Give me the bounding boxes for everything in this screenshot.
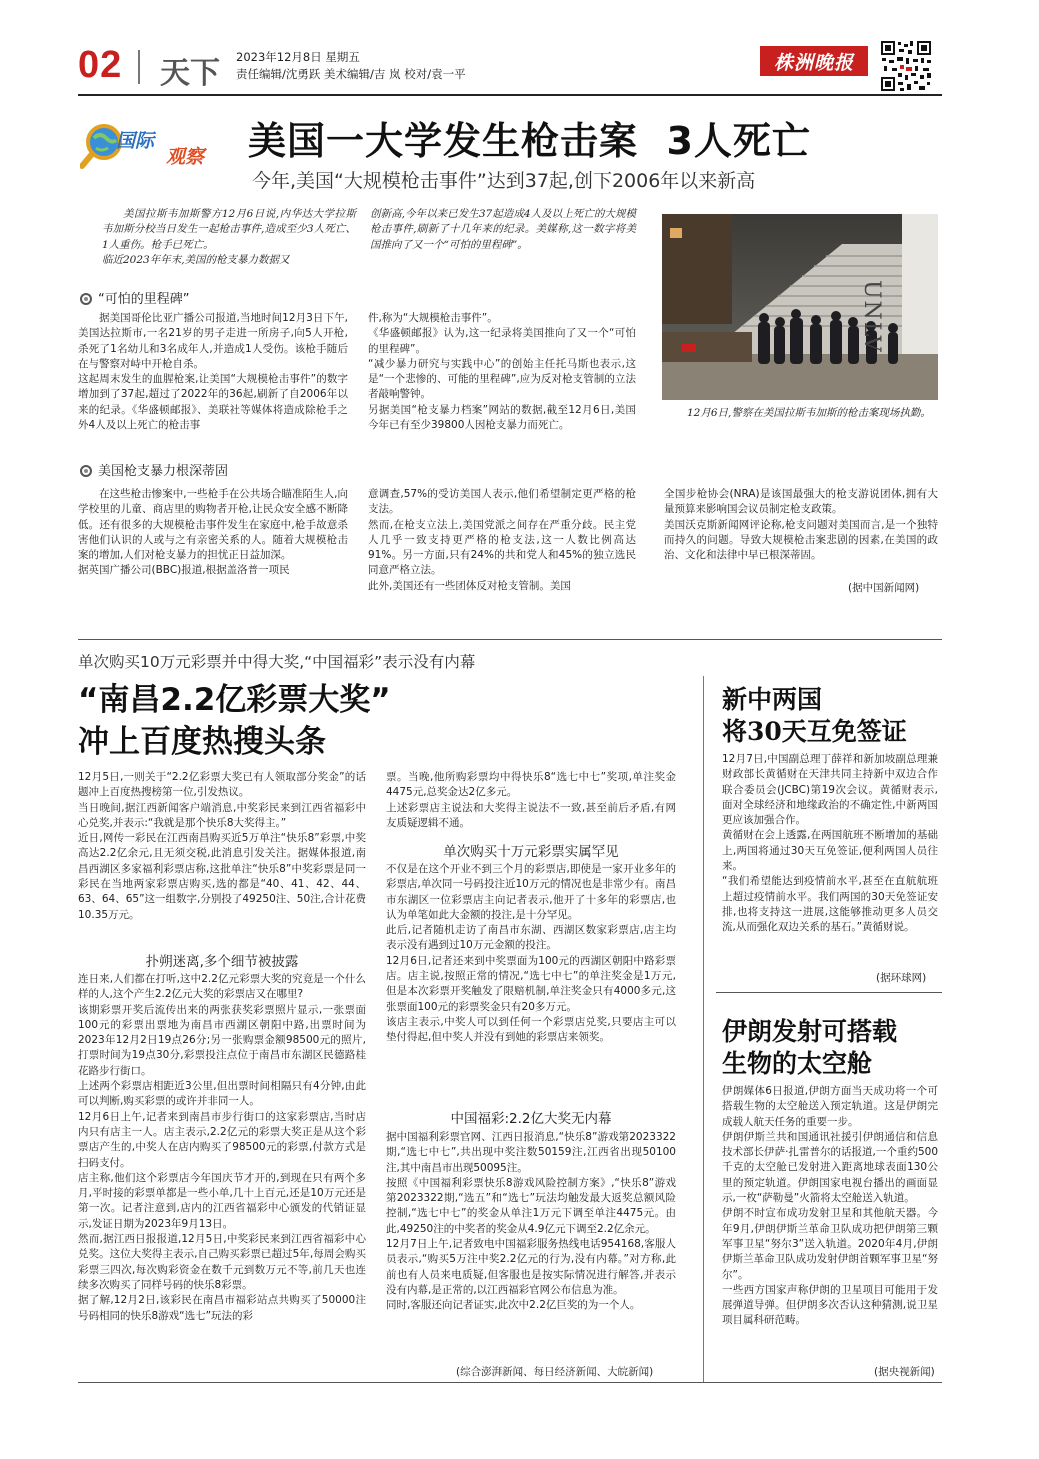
- article1-section1-col2: 件,称为“大规模枪击事件”。 《华盛顿邮报》认为,这一纪录将美国推向了又一个“可怕的里程碑”。 “减少暴力研究与实践中心”的创始主任托马斯也表示,这是“一个悲惨的、可能的里程碑”,应为反对枪支管制的立法者敲响警钟。 另据美国“枪支暴力档案”网站的数据,截至12月6日,美国今年已有至少39800人因枪支暴力而死亡。: [368, 312, 636, 432]
- editors-line: 责任编辑/沈勇跃 美术编辑/吉 岚 校对/袁一平: [236, 67, 466, 81]
- section-title: 美国枪支暴力根深蒂固: [98, 464, 229, 479]
- photo-caption: 12月6日,警察在美国拉斯韦加斯的枪击案现场执勤。: [687, 407, 931, 419]
- article3-headline-line2: 将30天互免签证: [722, 717, 907, 746]
- article2-kicker: 单次购买10万元彩票并中得大奖,“中国福彩”表示没有内幕: [78, 653, 476, 671]
- article2-col2-body2: 据中国福利彩票官网、江西日报消息,“快乐8”游戏第2023322期,“选七中七”,共出现中奖注数50159注,江西省出现50100注,其中南昌市出现50095注。 按照《中国福利彩票快乐8游戏风险控制方案》,“快乐8”游戏第2023322期,“选五”和“选七”玩法均触发最大返奖总额风险控制,“选七中七”的奖金从单注1万元下调至单注4475元。由此,49250注的中奖者的奖金从4.9亿元下调至2.2亿余元。 12月7日上午,记者致电中国福彩服务热线电话954168,客服人员表示,“购买5万注中奖2.2亿元的行为,没有内幕。”对方称,此前也有人员来电质疑,但客服也是按实际情况进行解答,并表示没有内幕,是正常的,以江西福彩官网公布信息为准。 同时,客服还向记者证实,此次中2.2亿巨奖的为一个人。: [386, 1131, 676, 1312]
- date-line: 2023年12月8日 星期五: [236, 50, 360, 64]
- article4-source: (据央视新闻): [874, 1366, 935, 1378]
- article2-headline-line1: “南昌2.2亿彩票大奖”: [78, 682, 391, 718]
- article1-lead-col2: 创新高,今年以来已发生37起造成4人及以上死亡的大规模枪击事件,刷新了十几年来的纪录。美媒称,这一数字将美国推向了又一个“可怕的里程碑”。: [370, 208, 636, 251]
- article3-headline-line1: 新中两国: [722, 685, 823, 714]
- masthead-rule: [78, 94, 942, 96]
- article2-subhead-mystery: 扑朔迷离,多个细节被披露: [145, 954, 299, 970]
- page-bottom-rule: [78, 1382, 942, 1383]
- article1-source: (据中国新闻网): [848, 582, 920, 594]
- section-bullet-icon: [80, 293, 92, 305]
- paper-logo: [760, 46, 868, 76]
- article1-section1-col1: 据美国哥伦比亚广播公司报道,当地时间12月3日下午,美国达拉斯市,一名21岁的男子走进一所房子,向5人开枪,杀死了1名幼儿和3名成年人,并造成1人受伤。该枪手随后在与警察对峙中开枪自杀。 这起周末发生的血腥枪案,让美国“大规模枪击事件”的数字增加到了37起,超过了2022年的36起,刷新了自2006年以来的纪录。《华盛顿邮报》、美联社等媒体将造成除枪手之外4人及以上死亡的枪击事: [78, 312, 348, 432]
- article2-col1-body: 连日来,人们都在打听,这中2.2亿元彩票大奖的究竟是一个什么样的人,这个产生2.2亿元大奖的彩票店又在哪里? 该期彩票开奖后流传出来的两张获奖彩票照片显示,一张票面100元的彩票出票地为南昌市西湖区朝阳中路,出票时间为2023年12月2日19点26分;另一张购票金额98500元的照片,打票时间为19点30分,彩票投注点位于南昌市东湖区民德路桂花路步行街口。 上述两个彩票店相距近3公里,但出票时间相隔只有4分钟,由此可以判断,购买彩票的或许并非同一人。 12月6日上午,记者来到南昌市步行街口的这家彩票店,当时店内只有店主一人。店主表示,2.2亿元的彩票大奖正是从这个彩票店产生的,中奖人在店内购买了98500元的彩票,付款方式是扫码支付。 店主称,他们这个彩票店今年国庆节才开的,到现在只有两个多月,平时接的彩票单都是一些小单,几十上百元,还是10万元还是第一次。记者注意到,店内的江西省福彩中心颁发的代销证显示,发证日期为2023年9月13日。 然而,据江西日报报道,12月5日,中奖彩民来到江西省福彩中心兑奖。这位大奖得主表示,自己购买彩票已超过5年,每周会购买彩票三四次,每次购彩资金在数千元到数万元不等,前几天也连续多次购买了同样号码的快乐8彩票。 据了解,12月2日,该彩民在南昌市福彩站点共购买了50000注号码相同的快乐8游戏“选七”玩法的彩: [78, 973, 366, 1322]
- article4-headline-line1: 伊朗发射可搭载: [722, 1017, 898, 1046]
- article4-headline-line2: 生物的太空舱: [722, 1049, 873, 1078]
- article1-section2-col3: 全国步枪协会(NRA)是该国最强大的枪支游说团体,拥有大量预算来影响国会议员制定枪支政策。 美国沃克斯新闻网评论称,枪支问题对美国而言,是一个独特而持久的问题。导致大规模枪击案悲剧的因素,在美国的政治、文化和法律中早已根深蒂固。: [664, 488, 938, 562]
- article3-body: 12月7日,中国副总理丁薛祥和新加坡副总理兼财政部长黄循财在天津共同主持新中双边合作联合委员会(JCBC)第19次会议。黄循财表示,面对全球经济和地缘政治的不确定性,中新两国更应该加强合作。 黄循财在会上透露,在两国航班不断增加的基础上,两国将通过30天互免签证,便利两国人员往来。 “我们希望能达到疫情前水平,甚至在直航航班上超过疫情前水平。我们两国的30天免签证安排,也将支持这一进展,这能够推动更多人员交流,从而强化双边关系的基石。”黄循财说。: [722, 753, 938, 934]
- column-badge-a: 国际: [116, 130, 155, 152]
- column-divider: [703, 676, 704, 1382]
- masthead-divider: [138, 50, 140, 84]
- qr-code: [880, 40, 932, 92]
- article1-lead-col1: 美国拉斯韦加斯警方12月6日说,内华达大学拉斯韦加斯分校当日发生一起枪击事件,造成至少3人死亡、1人重伤。枪手已死亡。 临近2023年年末,美国的枪支暴力数据又: [102, 208, 356, 266]
- section-name: 天下: [160, 56, 220, 91]
- article1-subheadline: 今年,美国“大规模枪击事件”达到37起,创下2006年以来新高: [252, 170, 756, 192]
- article3-bottom-rule: [716, 992, 942, 993]
- article1-section2-col2: 意调查,57%的受访美国人表示,他们希望制定更严格的枪支法。 然而,在枪支立法上,美国党派之间存在严重分歧。民主党人几乎一致支持更严格的枪支法,这一人数比例高达91%。另一方面,只有24%的共和党人和45%的独立选民同意严格立法。 此外,美国还有一些团体反对枪支管制。美国: [368, 488, 636, 592]
- column-badge-b: 观察: [166, 146, 205, 168]
- article2-col2-top: 票。当晚,他所购彩票均中得快乐8“选七中七”奖项,单注奖金4475元,总奖金达2亿多元。 上述彩票店主说法和大奖得主说法不一致,甚至前后矛盾,有网友质疑逻辑不通。: [386, 771, 676, 829]
- article2-col1-intro: 12月5日,一则关于“2.2亿彩票大奖已有人领取部分奖金”的话题冲上百度热搜榜第一位,引发热议。 当日晚间,据江西新闻客户端消息,中奖彩民来到江西省福彩中心兑奖,并表示:“我就是那个快乐8大奖得主。” 近日,网传一彩民在江西南昌购买近5万单注“快乐8”彩票,中奖高达2.2亿余元,且无须交税,此消息引发关注。据媒体报道,南昌西湖区多家福利彩票店称,这批单注“快乐8”中奖彩票是同一彩民在当地两家彩票店购买,选的都是“40、41、42、44、63、64、65”这一组数字,分别投了49250注、50注,合计花费10.35万元。: [78, 771, 366, 921]
- shooting-scene-photo: [662, 214, 938, 400]
- article4-body: 伊朗媒体6日报道,伊朗方面当天成功将一个可搭载生物的太空舱送入预定轨道。这是伊朗完成载人航天任务的重要一步。 伊朗伊斯兰共和国通讯社援引伊朗通信和信息技术部长伊萨·扎雷普尔的话报道,一个重约500千克的太空舱已发射进入距离地球表面130公里的预定轨道。伊朗国家电视台播出的画面显示,一枚“萨勒曼”火箭将太空舱送入轨道。 伊朗不时宣布成功发射卫星和其他航天器。今年9月,伊朗伊斯兰革命卫队成功把伊朗第三颗军事卫星“努尔3”送入轨道。2020年4月,伊朗伊斯兰革命卫队成功发射伊朗首颗军事卫星“努尔”。 一些西方国家声称伊朗的卫星项目可能用于发展弹道导弹。但伊朗多次否认这种猜测,说卫星项目属科研范畴。: [722, 1085, 938, 1327]
- article2-headline-line2: 冲上百度热搜头条: [78, 724, 326, 760]
- article2-subhead-no-insider: 中国福彩:2.2亿大奖无内幕: [450, 1111, 612, 1127]
- page-number: 02: [78, 44, 123, 86]
- building-sign: UNLV: [859, 280, 884, 354]
- section-title: “可怕的里程碑”: [98, 292, 190, 307]
- paper-logo-text: 株洲晚报: [773, 51, 854, 74]
- column-badge: [80, 118, 220, 174]
- article2-subhead-rare: 单次购买十万元彩票实属罕见: [443, 844, 619, 860]
- article2-col2-body1: 不仅是在这个开业不到三个月的彩票店,即使是一家开业多年的彩票店,单次同一号码投注近10万元的情况也是非常少有。南昌市东湖区一位彩票店主向记者表示,他开了十多年的彩票店,也认为单笔如此大金额的投注,是十分罕见。 此后,记者随机走访了南昌市东湖、西湖区数家彩票店,店主均表示没有遇到过10万元金额的投注。 12月6日,记者还来到中奖票面为100元的西湖区朝阳中路彩票店。店主说,按照正常的情况,“选七中七”的单注奖金是1万元,但是本次彩票开奖触发了限赔机制,单注奖金只有4000多元,这张票面100元的彩票奖金只有20多万元。 该店主表示,中奖人可以到任何一个彩票店兑奖,只要店主可以垫付得起,但中奖人并没有到她的彩票店来领奖。: [386, 863, 676, 1044]
- section-heading-roots: [80, 460, 228, 479]
- article3-source: (据环球网): [876, 972, 927, 984]
- section-bullet-icon: [80, 465, 92, 477]
- article1-headline: 美国一大学发生枪击案 3人死亡: [248, 119, 811, 163]
- article-separator: [78, 639, 942, 640]
- article2-source: (综合澎湃新闻、每日经济新闻、大皖新闻): [456, 1366, 654, 1378]
- section-heading-milestone: [80, 288, 189, 307]
- article1-section2-col1: 在这些枪击惨案中,一些枪手在公共场合瞄准陌生人,向学校里的儿童、商店里的购物者开枪,让民众安全感不断降低。还有很多的大规模枪击事件发生在家庭中,枪手故意杀害他们认识的人或与之有亲密关系的人。随着大规模枪击案的增加,人们对枪支暴力的担忧正日益加深。 据英国广播公司(BBC)报道,根据盖洛普一项民: [78, 488, 348, 577]
